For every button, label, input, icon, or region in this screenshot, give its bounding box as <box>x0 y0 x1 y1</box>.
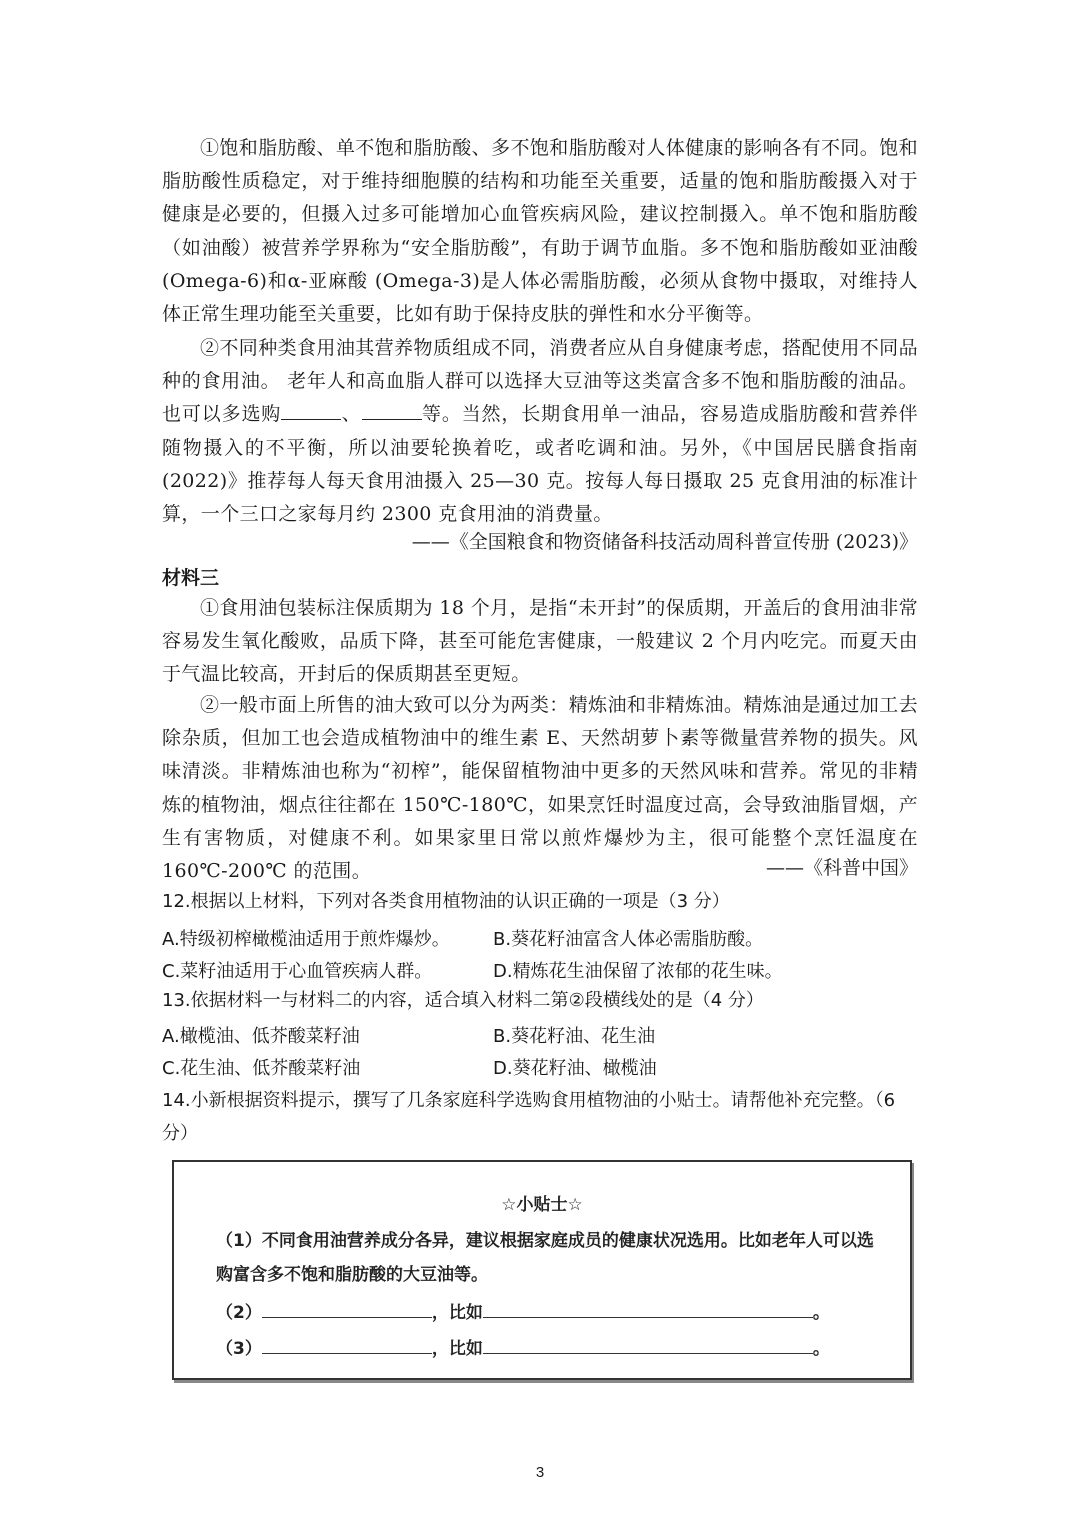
tip-item-3-blank-b <box>483 1337 813 1354</box>
question-12-option-c: C.菜籽油适用于心血管疾病人群。 <box>162 961 433 982</box>
tip-item-3 <box>216 1332 876 1366</box>
tip-item-3-blank-a <box>262 1337 432 1354</box>
tips-box <box>172 1160 912 1380</box>
tip-item-3-sep: ，比如 <box>431 1339 483 1359</box>
page-number: 3 <box>535 1464 545 1481</box>
tip-item-2-sep: ，比如 <box>431 1303 483 1323</box>
tip-item-3-label: （3） <box>216 1339 262 1359</box>
answer-blank-2 <box>362 401 422 420</box>
question-13-stem: 13.依据材料一与材料二的内容，适合填入材料二第②段横线处的是（4 分） <box>162 990 764 1011</box>
blank-separator: 、 <box>341 403 362 426</box>
question-12-option-b: B.葵花籽油富含人体必需脂肪酸。 <box>493 929 764 950</box>
material2-paragraph-2 <box>162 332 918 531</box>
question-13-option-a: A.橄榄油、低芥酸菜籽油 <box>162 1026 360 1047</box>
tips-title: ☆小贴士☆ <box>501 1195 583 1215</box>
material2-paragraph-2-part-b: 等。当然，长期食用单一油品，容易造成脂肪酸和营养伴随物摄入的不平衡，所以油要轮换着吃，或者吃调和油。另外，《中国居民膳食指南(2022)》推荐每人每天食用油摄入 25—30 克。按每人每日摄取 25 克食用油的标准计算，一个三口之家每月约 2300 克食用油的消费量。 <box>162 403 918 526</box>
tip-item-2-blank-a <box>262 1301 432 1318</box>
question-14-stem: 14.小新根据资料提示，撰写了几条家庭科学选购食用植物油的小贴士。请帮他补充完整。（6 分） <box>162 1090 896 1144</box>
tip-item-2-label: （2） <box>216 1303 262 1323</box>
material3-paragraph-2: ②一般市面上所售的油大致可以分为两类：精炼油和非精炼油。精炼油是通过加工去除杂质，但加工也会造成植物油中的维生素 E、天然胡萝卜素等微量营养物的损失。风味清淡。非精炼油也称为“初榨”，能保留植物油中更多的天然风味和营养。常见的非精炼的植物油，烟点往往都在 150℃-180℃，如果烹饪时温度过高，会导致油脂冒烟，产生有害物质，对健康不利。如果家里日常以煎炸爆炒为主，很可能整个烹饪温度在 160℃-200℃ 的范围。 <box>162 694 918 883</box>
material2-source: ——《全国粮食和物资储备科技活动周科普宣传册 (2023)》 <box>411 531 918 553</box>
answer-blank-1 <box>281 401 341 420</box>
material3-paragraph-1: ①食用油包装标注保质期为 18 个月，是指“未开封”的保质期，开盖后的食用油非常容易发生氧化酸败，品质下降，甚至可能危害健康，一般建议 2 个月内吃完。而夏天由于气温比较高，开封后的保质期甚至更短。 <box>162 597 918 686</box>
question-12-option-a: A.特级初榨橄榄油适用于煎炸爆炒。 <box>162 929 450 950</box>
tip-item-3-end: 。 <box>812 1339 830 1359</box>
question-12-stem: 12.根据以上材料，下列对各类食用植物油的认识正确的一项是（3 分） <box>162 891 730 912</box>
material2-paragraph-1: ①饱和脂肪酸、单不饱和脂肪酸、多不饱和脂肪酸对人体健康的影响各有不同。饱和脂肪酸性质稳定，对于维持细胞膜的结构和功能至关重要，适量的饱和脂肪酸摄入对于健康是必要的，但摄入过多可能增加心血管疾病风险，建议控制摄入。单不饱和脂肪酸（如油酸）被营养学界称为“安全脂肪酸”，有助于调节血脂。多不饱和脂肪酸如亚油酸(Omega-6)和α-亚麻酸 (Omega-3)是人体必需脂肪酸，必须从食物中摄取，对维持人体正常生理功能至关重要，比如有助于保持皮肤的弹性和水分平衡等。 <box>162 137 918 326</box>
tip-item-1: （1）不同食用油营养成分各异，建议根据家庭成员的健康状况选用。比如老年人可以选购富含多不饱和脂肪酸的大豆油等。 <box>216 1231 874 1285</box>
material3-heading: 材料三 <box>162 567 220 589</box>
question-13-option-d: D.葵花籽油、橄榄油 <box>493 1058 657 1079</box>
question-13-option-c: C.花生油、低芥酸菜籽油 <box>162 1058 361 1079</box>
tip-item-2-blank-b <box>483 1301 813 1318</box>
question-12-option-d: D.精炼花生油保留了浓郁的花生味。 <box>493 961 783 982</box>
material2-paragraph-2-part-a: ②不同种类食用油其营养物质组成不同，消费者应从自身健康考虑，搭配使用不同品种的食用油。 老年人和高血脂人群可以选择大豆油等这类富含多不饱和脂肪酸的油品。也可以多选购 <box>162 337 918 426</box>
tip-item-2 <box>216 1296 876 1330</box>
tip-item-2-end: 。 <box>812 1303 830 1323</box>
material3-source: ——《科普中国》 <box>765 857 918 879</box>
question-13-option-b: B.葵花籽油、花生油 <box>493 1026 656 1047</box>
